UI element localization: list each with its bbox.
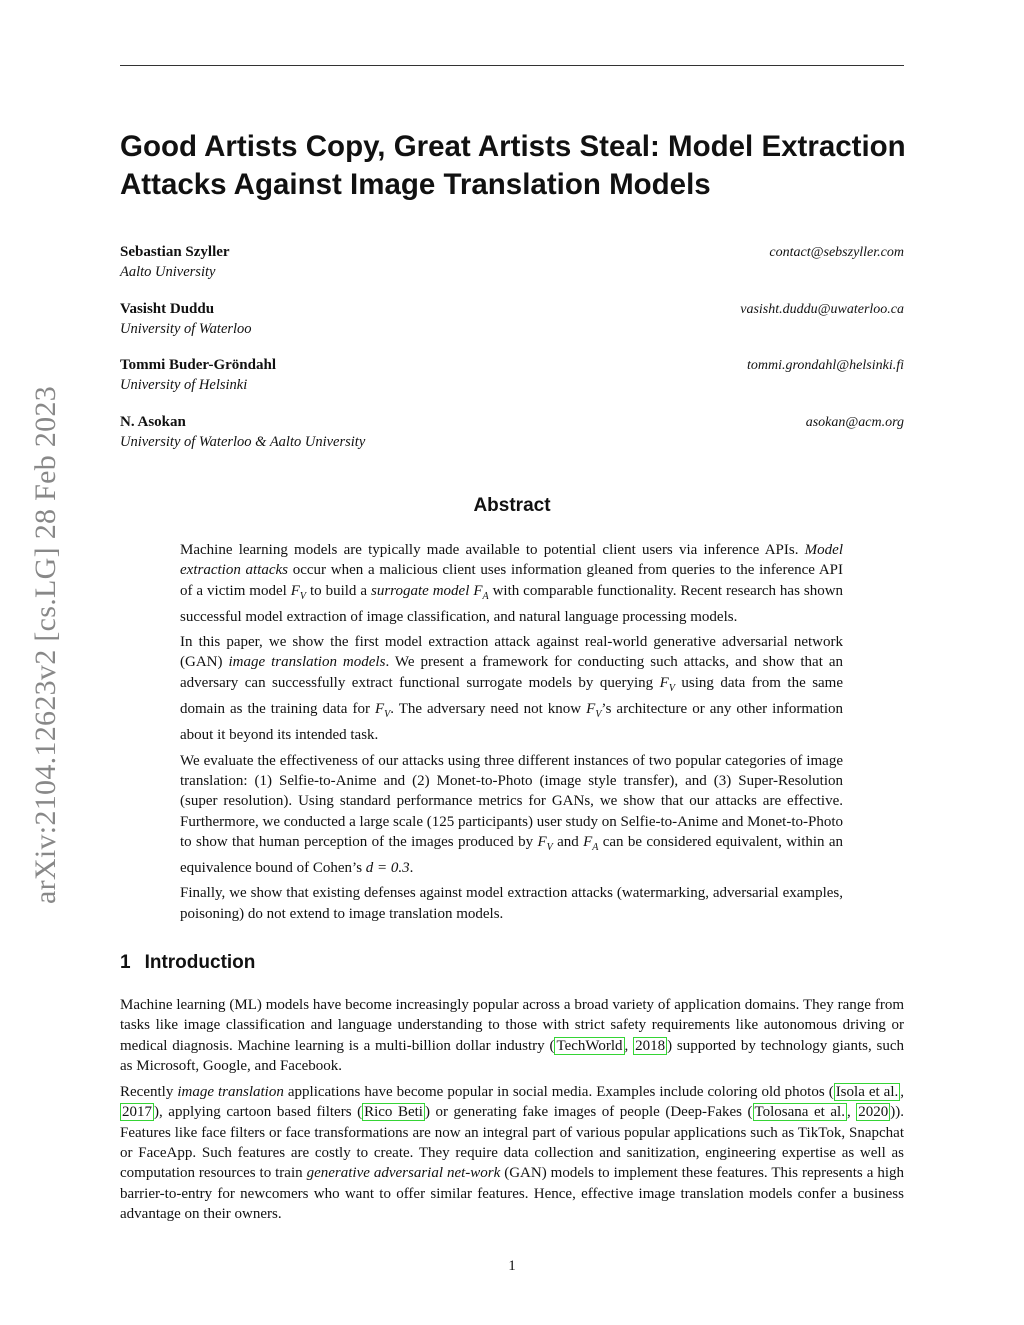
citation-link[interactable]: TechWorld bbox=[556, 1037, 623, 1054]
math-f-victim: $F_V$ bbox=[374, 701, 391, 721]
author-affiliation: Aalto University bbox=[120, 264, 216, 280]
citation-link[interactable]: Tolosana et al. bbox=[754, 1104, 845, 1121]
section-number: 1 bbox=[120, 952, 131, 973]
abstract-paragraph: Machine learning models are typically made available to potential client users via inference APIs. Model extraction attacks occur when a malicious client uses information gleaned from queries to the inference API of a victim model $F_V$ to build a surrogate model $F_A$ with comparable functionality. Recent research has shown successful model extraction of image classification, and natural language processing models. bbox=[180, 542, 844, 625]
citation-link[interactable]: 2018 bbox=[635, 1037, 666, 1054]
section-title: Introduction bbox=[144, 952, 256, 973]
author-name: Vasisht Duddu bbox=[120, 301, 215, 317]
abstract-heading: Abstract bbox=[473, 495, 551, 516]
abstract-body bbox=[180, 540, 843, 929]
math-cohens-d: d = 0.3 bbox=[365, 860, 410, 877]
math-f-attacker: $F_A$ bbox=[473, 582, 489, 602]
body-paragraph: Machine learning (ML) models have become increasingly popular across a broad variety of application domains. They range from tasks like image classification and language understanding to those with strict safety requirements like autonomous driving or medical diagnosis. Machine learning is a multi-billion dollar industry ( TechWorld , 2018 ) supported by technology giants, such as Microsoft, Google, and Facebook. bbox=[120, 997, 904, 1074]
top-rule bbox=[120, 65, 904, 66]
title-line-2: Attacks Against Image Translation Models bbox=[120, 168, 711, 201]
author-block bbox=[120, 301, 904, 341]
math-f-victim: $F_V$ bbox=[290, 582, 307, 602]
abstract-paragraph: Finally, we show that existing defenses against model extraction attacks (watermarking, adversarial examples, poisoning) do not extend to image translation models. bbox=[180, 885, 843, 922]
author-email: vasisht.duddu@uwaterloo.ca bbox=[740, 302, 904, 317]
author-name: Tommi Buder-Gröndahl bbox=[120, 357, 276, 373]
math-f-attacker: $F_A$ bbox=[583, 833, 599, 853]
abstract-paragraph: We evaluate the effectiveness of our attacks using three different instances of two popular categories of image translation: (1) Selfie-to-Anime and (2) Monet-to-Photo (image style transfer), and (3) Super-Resolution (super resolution). Using standard performance metrics for GANs, we show that our attacks are effective. Furthermore, we conducted a large scale (125 participants) user study on Selfie-to-Anime and Monet-to-Photo to show that human perception of the images produced by $F_V$ and $F_A$ can be considered equivalent, within an equivalence bound of Cohen’s d = 0.3. bbox=[180, 752, 844, 877]
abstract-paragraph: In this paper, we show the first model extraction attack against real-world generative adversarial network (GAN) image translation models. We present a framework for conducting such attacks, and show that an adversary can successfully extract functional surrogate models by querying $F_V$ using data from the same domain as the training data for $F_V$. The adversary need not know $F_V’s$ architecture or any other information about it beyond its intended task. bbox=[180, 634, 844, 744]
citation-link[interactable]: 2020 bbox=[858, 1104, 889, 1121]
author-email: contact@sebszyller.com bbox=[769, 245, 904, 260]
citation-link[interactable]: Isola et al. bbox=[835, 1084, 899, 1101]
math-f-victim: $F_V$ bbox=[586, 701, 602, 721]
author-affiliation: University of Helsinki bbox=[120, 377, 248, 393]
author-affiliation: University of Waterloo & Aalto University bbox=[120, 434, 366, 450]
author-email: tommi.grondahl@helsinki.fi bbox=[746, 358, 904, 373]
title-line-1: Good Artists Copy, Great Artists Steal: Model Extraction bbox=[120, 130, 906, 163]
author-name: Sebastian Szyller bbox=[120, 244, 230, 260]
author-email: asokan@acm.org bbox=[805, 415, 904, 430]
arxiv-identifier: arXiv:2104.12623v2 [cs.LG] 28 Feb 2023 bbox=[29, 385, 62, 905]
paper-title bbox=[120, 128, 910, 204]
author-block bbox=[120, 357, 904, 397]
citation-link[interactable]: Rico Beti bbox=[364, 1104, 423, 1121]
introduction-body bbox=[120, 995, 904, 1230]
author-block bbox=[120, 244, 904, 284]
author-name: N. Asokan bbox=[120, 414, 186, 430]
math-f-victim: $F_V$ bbox=[537, 833, 553, 853]
math-f-victim: $F_V$ bbox=[659, 674, 675, 694]
citation-link[interactable]: 2017 bbox=[122, 1104, 152, 1121]
author-block bbox=[120, 414, 904, 454]
page-number: 1 bbox=[508, 1258, 516, 1274]
body-paragraph: Recently image translation applications have become popular in social media. Examples include coloring old photos ( Isola et al. , 2017 ), applying cartoon based filters ( Rico Beti ) or generating fake images of people (Deep-Fakes ( Tolosana et al. , 2020 )). Features like face filters or face transformations are now an integral part of various popular applications such as TikTok, Snapchat or FaceApp. Such features are costly to create. They require data collection and sanitization, engineering expertise as well as computation resources to train generative adversarial net-work (GAN) models to implement these features. This represents a high barrier-to-entry for newcomers who want to offer similar features. Hence, effective image translation models confer a business advantage on their owners. bbox=[120, 1084, 905, 1222]
section-heading bbox=[120, 952, 255, 974]
author-affiliation: University of Waterloo bbox=[120, 321, 252, 337]
